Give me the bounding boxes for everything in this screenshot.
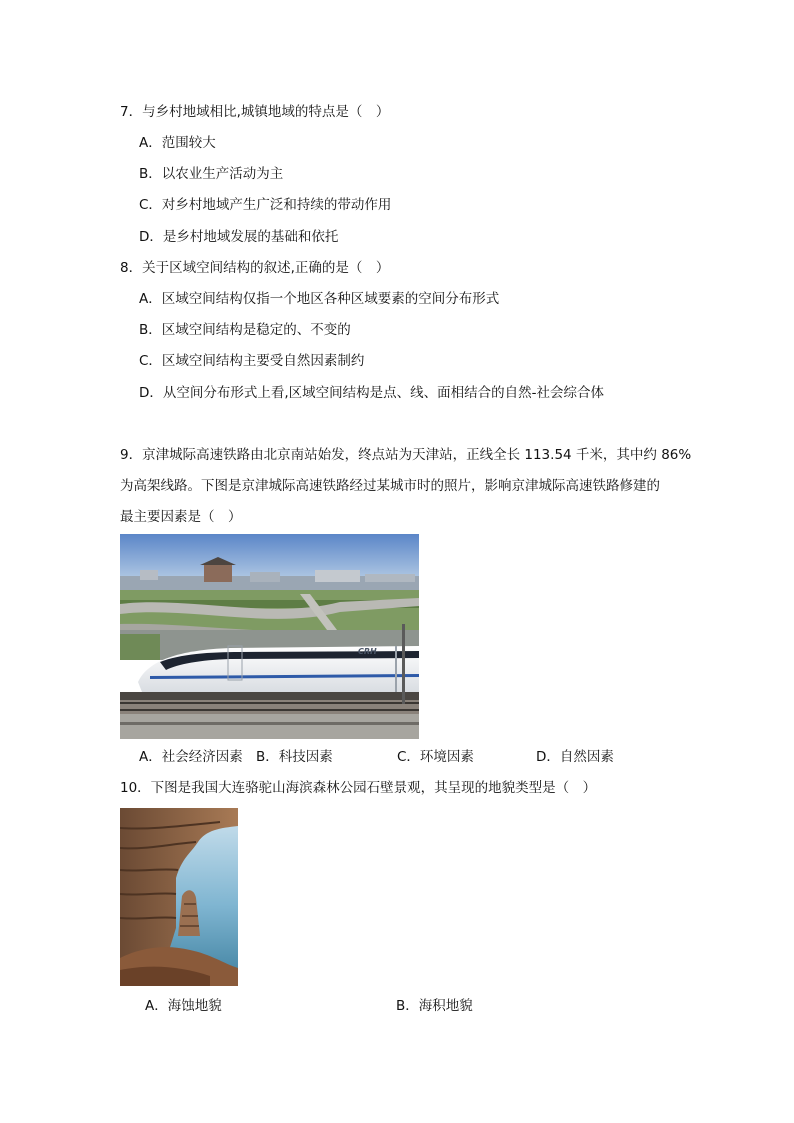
question-7-option-b: B．以农业生产活动为主 bbox=[139, 166, 284, 182]
question-9-option-c: C．环境因素 bbox=[397, 749, 474, 765]
question-8-option-a: A．区域空间结构仅指一个地区各种区域要素的空间分布形式 bbox=[139, 291, 500, 307]
question-8-option-b: B．区域空间结构是稳定的、不变的 bbox=[139, 322, 351, 338]
question-7-option-c: C．对乡村地域产生广泛和持续的带动作用 bbox=[139, 197, 392, 213]
train-logo: CRH bbox=[358, 647, 377, 656]
question-7-option-d: D．是乡村地域发展的基础和依托 bbox=[139, 229, 339, 245]
question-10-option-a: A．海蚀地貌 bbox=[145, 998, 222, 1014]
question-8-stem: 8．关于区域空间结构的叙述,正确的是（ ） bbox=[120, 260, 390, 276]
sea-cliff-arch-photo bbox=[120, 808, 238, 986]
question-7-option-a: A．范围较大 bbox=[139, 135, 216, 151]
question-9-stem-line-1: 9．京津城际高速铁路由北京南站始发，终点站为天津站，正线全长 113.54 千米，其中约 86% bbox=[120, 447, 692, 463]
question-10-stem: 10．下图是我国大连骆驼山海滨森林公园石壁景观，其呈现的地貌类型是（ ） bbox=[120, 780, 597, 796]
question-8-option-c: C．区域空间结构主要受自然因素制约 bbox=[139, 353, 365, 369]
question-9-stem-line-2: 为高架线路。下图是京津城际高速铁路经过某城市时的照片，影响京津城际高速铁路修建的 bbox=[120, 478, 660, 494]
question-8-option-d: D．从空间分布形式上看,区域空间结构是点、线、面相结合的自然-社会综合体 bbox=[139, 385, 605, 401]
question-9-option-b: B．科技因素 bbox=[256, 749, 333, 765]
question-9-stem-line-3: 最主要因素是（ ） bbox=[120, 509, 242, 525]
question-10-option-b: B．海积地貌 bbox=[396, 998, 473, 1014]
high-speed-train-photo bbox=[120, 534, 419, 739]
question-7-stem: 7．与乡村地域相比,城镇地域的特点是（ ） bbox=[120, 104, 390, 120]
question-9-option-d: D．自然因素 bbox=[536, 749, 614, 765]
question-9-option-a: A．社会经济因素 bbox=[139, 749, 243, 765]
